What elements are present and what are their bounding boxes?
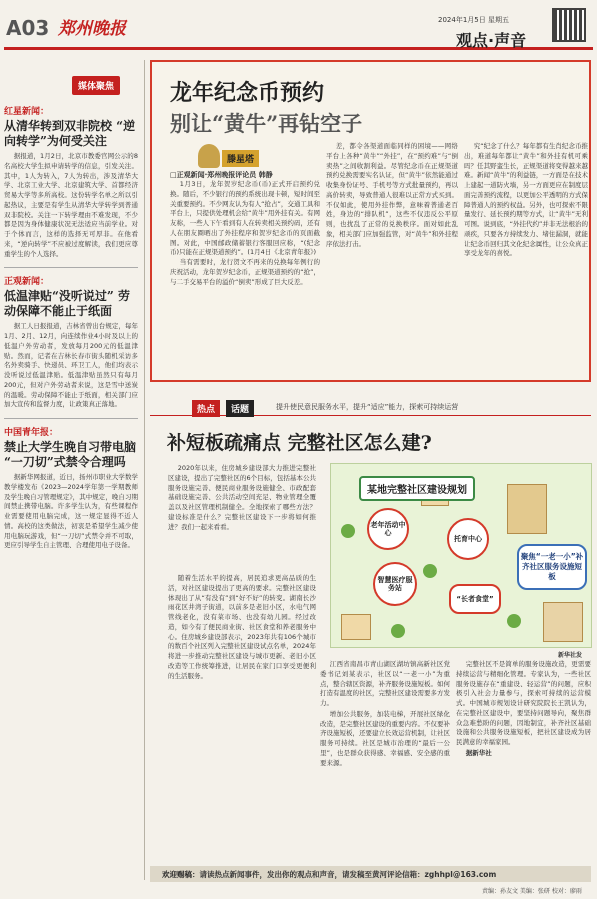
body-column-2 (320, 660, 450, 769)
byline: □正观新闻·郑州晚报评论员 韩静 (170, 171, 273, 179)
body-column-1 (168, 574, 316, 682)
illustration-credit: 新华社发 (558, 652, 583, 659)
focus-callout: 聚焦“一老一小”补齐社区服务设施短板 (517, 544, 587, 590)
paragraph: 增加公共服务，加装电梯，开展社区绿化改造，是完整社区建设的重要内容。不仅要补齐设施短板，还要建立长效运营机制，让社区服务可持续。社区是城市治理的“最后一公里”，也是群众获得感、幸福感、安全感的重要来源。 (320, 709, 450, 767)
article-body: 据报道，1月2日，北京市教委官网公示的8名高校大学生拟申请转学的信息，引发关注。其中，1人为转入，7人为转出，涉及清华大学、北京工业大学、北京建筑大学、首都经济贸易大学等多所高校。这份转学名单之所以引起热议，主要是有学生从清华大学转学到普通双非院校。关注一下转学理由不难发现，不少都是因为身体健康状况无法适应当前学业。对于个体而言，这样的选择无可厚非。在他看来，“逆向转学”不应被过度解读，我们更应尊重学生的个人选择。 (4, 152, 138, 258)
masthead (4, 6, 593, 50)
article-headline[interactable]: 从清华转到双非院校 “逆向转学”为何受关注 (4, 119, 136, 148)
left-article-2 (4, 274, 138, 410)
media-focus-column (4, 78, 138, 878)
section-title: 观点·声音 (456, 31, 527, 50)
featured-column-3 (464, 142, 588, 259)
article-source: 据新华社 (465, 748, 492, 757)
hot-topic-desc: 提升使民意民服务水平，提升“适应”能力，探索可持续运营 (276, 403, 459, 411)
lead-paragraph: 2020年以来，住房城乡建设部大力推进完整社区建设，提出了完整社区的6个目标，包括基本公共服务设施完善、便民商业服务设施健全、市政配套基础设施完善、公共活动空间充足、物业管理全覆盖以及社区管理机制健全。全地探索了哪些方法？建设标准是什么？完整社区建设下一步将如何推进？我们一起来看看。 (168, 464, 316, 531)
media-focus-tag: 媒体聚焦 (72, 76, 120, 95)
contribution-banner (150, 866, 591, 882)
featured-commentary-box (150, 60, 591, 382)
paragraph: 完整社区不是简单的服务设施改造，更需要持续运营与精细化管理。专家认为，一些社区服务设施存在“重建设、轻运营”的问题，应积极引入社会力量参与，探索可持续的运营模式。中国城市规划设计研究院院长王凯认为，在完整社区建设中，要坚持问题导向，聚焦群众急难愁盼的问题，因地制宜，补齐社区基础设施和公共服务设施短板，把社区建设成为居民满意的幸福家园。 (456, 660, 591, 746)
contribution-text[interactable]: 请读热点新闻事件，发出你的观点和声音，请发稿至黄河评论信箱：zghhpl@163.com (199, 870, 497, 879)
tree-icon (507, 614, 521, 628)
article-source: 中国青年报： (4, 428, 59, 438)
topic-tag: 话题 (226, 400, 254, 417)
body-column-3 (456, 660, 591, 760)
paragraph: 当有需要时，龙行贺文不再来的兑换每年例行的庆祝活动，龙年贺岁纪念币，正规渠道预约的“抢”，与二手交易平台的溢价“倒卖”形成了巨大反差。 (170, 258, 320, 286)
main-headline[interactable]: 补短板疏痛点 完整社区怎么建? (167, 432, 432, 454)
article-body: 据新华网报道，近日，扬州市职业大学数学教学楼发布《2023—2024学年第一学期教师及学生晚自习管理规定》，其中规定，晚自习期间禁止携带电脑。许多学生认为，有些课程作业需要使用电脑完成，这一规定显得不近人情。高校的这类做法，初衷是希望学生减少使用电脑玩游戏，但“一刀切”式禁令并不可取，更应引导学生自主管理、合理使用电子设备。 (4, 473, 138, 550)
page-number: A03 (6, 16, 50, 40)
editor-credits: 责编：孙友文 美编：张研 校对：廖雨 (482, 888, 582, 895)
featured-column-1 (170, 180, 320, 287)
author-avatar-icon (198, 144, 220, 168)
paragraph: 1月3日，龙年贺岁纪念币(币)正式开启预约兑换。随后，不少银行的预约系统出现卡顿，短时间至关重要预约。不少网友认为有人“抢占”，交通工具和平台上，只提供处理机会给“黄牛”用外挂有关。有网友称，一些人下午看到有人在转卖相关预约码，还有人在朋友圈晒出了外挂程序和贺岁纪念币的页面截图。对此，中国邮政储蓄银行客服回应称，“(纪念币)只能在正规渠道预约”。(1月4日《北京青年报》) (170, 180, 320, 257)
tree-icon (341, 524, 355, 538)
article-body: 据工人日报报道，吉林省曾出台规定，每年1月、2月、12月，向连续作业4小时及以上的低温户外劳动者，发放每月200元的低温津贴。然而，记者在吉林长春市街头随机采访多名外卖骑手、快递员、环卫工人，他们均表示没听说过低温津贴。低温津贴虽然只有每月200元，但对户外劳动者来说，这是雪中送炭的温暖。劳动保障不能止于纸面，相关部门应加大宣传和监督力度，让政策真正落地。 (4, 322, 138, 409)
illustration-title: 某地完整社区建设规划 (359, 476, 475, 501)
hot-topic-bar (150, 398, 591, 416)
featured-column-2 (326, 142, 458, 249)
article-headline[interactable]: 低温津贴“没听说过” 劳动保障不能止于纸面 (4, 289, 130, 319)
paragraph: 随着生活水平的提高，居民追求更高品质的生活，对社区建设提出了更高的要求。完整社区建设体现出了从“有没有”到“好不好”的转变。湖南长沙雨花区井湾子街道，以前多是老旧小区，水电气网管线老化，没有菜市场、也没有幼儿园。经过改造，如今有了便民商业街、社区食堂和养老服务中心。住房城乡建设部表示，2023年共有106个城市的数百个社区列入完整社区建设试点名单，2024年将进一步推动完整社区建设与城市更新、老旧小区改造等工作统筹推进，让居民在家门口享受更便利的生活服务。 (168, 574, 316, 680)
qr-code-icon (552, 8, 586, 42)
building-icon (341, 614, 371, 640)
column-divider (144, 60, 145, 880)
childcare-center-label: 托育中心 (447, 518, 489, 560)
contribution-label: 欢迎赐稿： (162, 870, 200, 879)
paragraph: 江西省南昌市青山湖区湖坊镇高新社区党委书记刘某表示，社区以“一老一小”为重点，整合辖区资源，补齐服务设施短板。如何打造有温度的社区，完整社区建设需要多方发力。 (320, 660, 450, 707)
hot-tag: 热点 (192, 400, 220, 417)
building-icon (507, 484, 547, 534)
building-icon (543, 602, 583, 642)
elderly-center-label: 老年活动中心 (367, 508, 409, 550)
article-headline[interactable]: 禁止大学生晚自习带电脑 “一刀切”式禁令合理吗 (4, 440, 137, 469)
tree-icon (423, 564, 437, 578)
paragraph: 差，都令各渠道面临同样的困境——网络平台上各种“黄牛”“外挂”，在“预约难”与“倒卖热”之间收割利益。尽管纪念币在正规渠道预约兑换需要实名认证，但“黄牛”依然能通过收集身份证号、手机号等方式批量预约，再以高价转卖，导致普通人很难以正常方式买到。不仅如此，使用外挂作弊，意味着普通老百姓，身边的“排队机”，这些不仅违反公平原则，也扰乱了正常的兑换秩序。面对如此乱象，相关部门应加强监管，对“黄牛”和外挂程序依法打击。 (326, 142, 458, 248)
paragraph: 究“纪念了什么？每年都有生肖纪念币推出，难道每年都让“黄牛”和外挂有机可乘吗？任其野蛮生长，正规渠道将变得越来越难。新闻“黄牛”的利益链，一方面是在技术上建起一道防火墙，另一方面更应在制度层面完善预约流程，以更加公平透明的方式保障普通人的预约权益。另外，也可探索不限量发行、延长预约期等方式，让“黄牛”无利可图。说到底，“外挂代约”并非无法根治的顽疾，只要各方持续发力、堵住漏洞，就能让纪念币回归其文化纪念属性，让公众真正享受龙年的喜悦。 (464, 142, 588, 258)
article-source: 红星新闻： (4, 107, 50, 117)
health-station-label: 智慧医疗服务站 (373, 562, 417, 606)
divider (4, 267, 138, 268)
featured-subheadline: 别让“黄牛”再钻空子 (170, 111, 363, 136)
divider (4, 418, 138, 419)
paper-logo: 郑州晚报 (58, 19, 126, 39)
tree-icon (391, 624, 405, 638)
author-tag: 滕星塔 (222, 150, 259, 167)
issue-date: 2024年1月5日 星期五 (438, 16, 509, 24)
left-article-1 (4, 104, 138, 259)
featured-headline[interactable]: 龙年纪念币预约 (170, 80, 325, 106)
canteen-label: “长者食堂” (449, 584, 501, 614)
community-plan-illustration (330, 463, 592, 648)
article-source: 正观新闻： (4, 277, 50, 288)
left-article-3 (4, 425, 138, 551)
